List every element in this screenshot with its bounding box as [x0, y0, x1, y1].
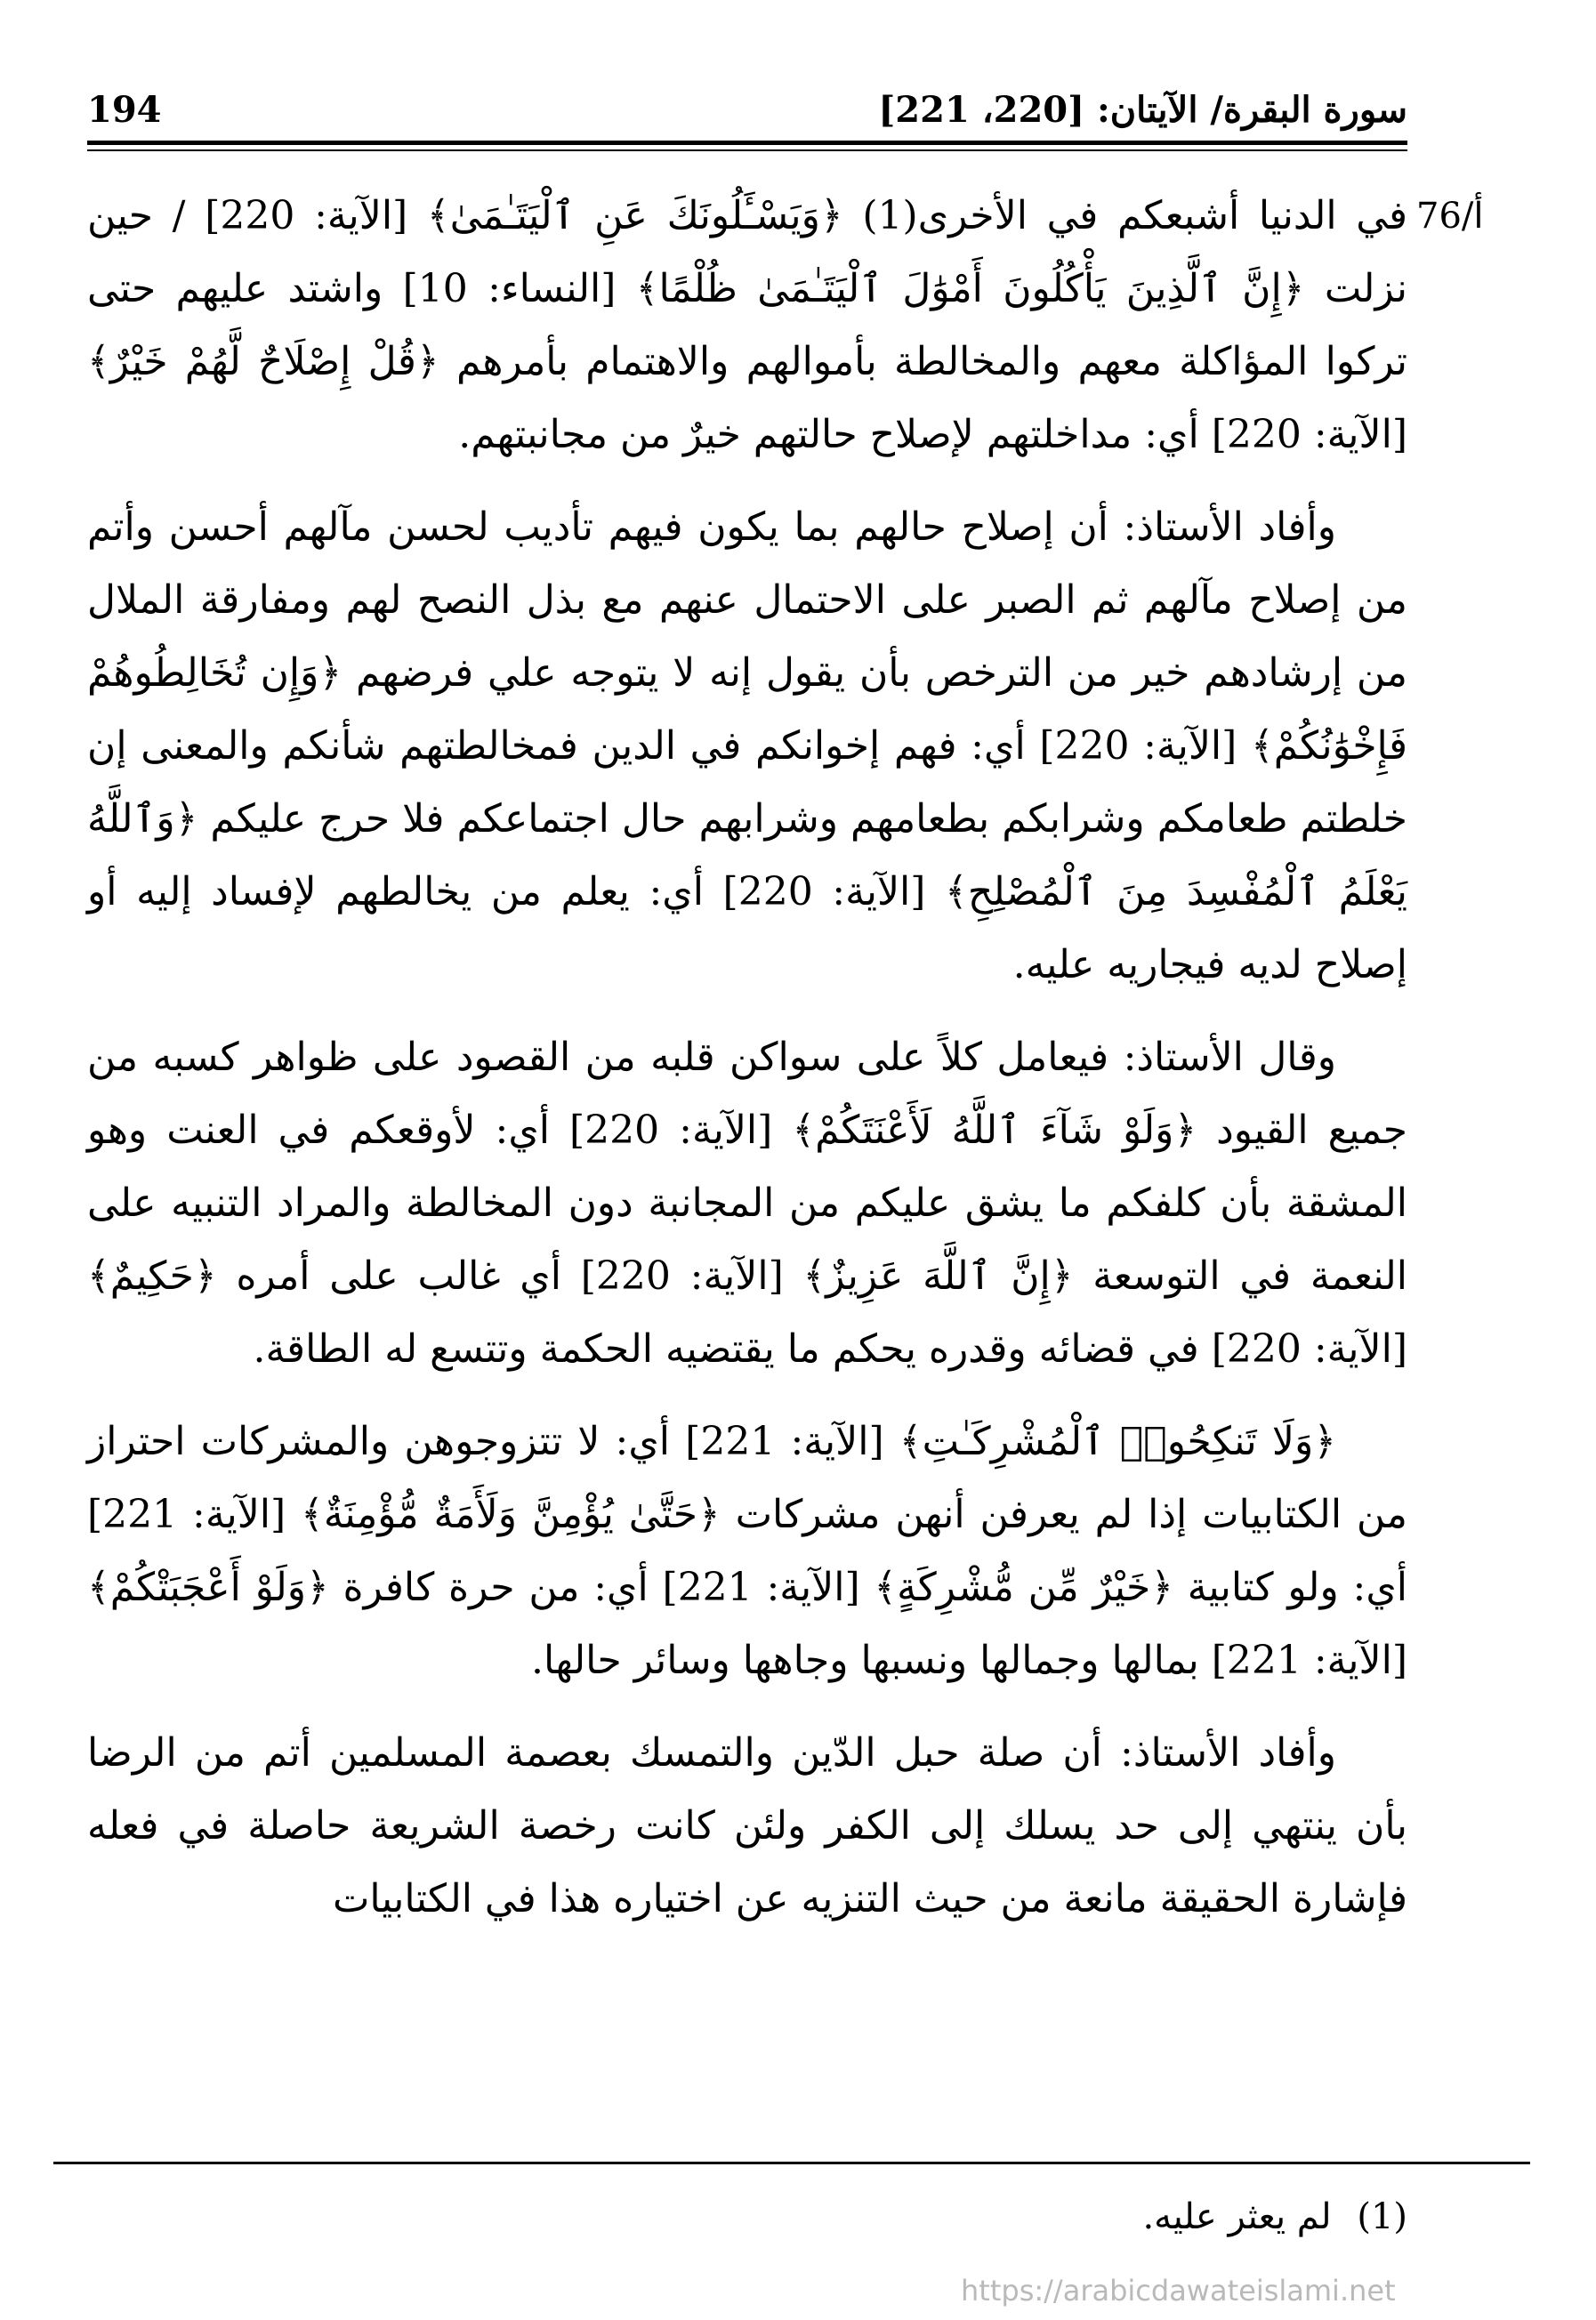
- manuscript-folio-note: 76/أ: [1416, 196, 1484, 237]
- footnote-text: لم يعثر عليه.: [1142, 2196, 1332, 2237]
- page-title: سورة البقرة/ الآيتان: [220، 221]: [878, 88, 1407, 131]
- paragraph-1: في الدنيا أشبعكم في الأخرى(1) ﴿وَيَسْـَٔلُونَكَ عَنِ ٱلْيَتَـٰمَىٰ﴾ [الآية: 220] / حين نزلت ﴿إِنَّ ٱلَّذِينَ يَأْكُلُونَ أَمْوَٰلَ ٱلْيَتَـٰمَىٰ ظُلْمًا﴾ [النساء: 10] واشتد عليهم حتى تركوا المؤاكلة معهم والمخالطة بأموالهم والاهتمام بأمرهم ﴿قُلْ إِصْلَاحٌ لَّهُمْ خَيْرٌ﴾ [الآية: 220] أي: مداخلتهم لإصلاح حالتهم خيرٌ من مجانبتهم.: [87, 193, 1408, 457]
- paragraph-2: وأفاد الأستاذ: أن إصلاح حالهم بما يكون فيهم تأديب لحسن مآلهم أحسن وأتم من إصلاح مآلهم ثم الصبر على الاحتمال عنهم مع بذل النصح لهم ومفارقة الملال من إرشادهم خير من الترخص بأن يقول إنه لا يتوجه علي فرضهم ﴿وَإِن تُخَالِطُوهُمْ فَإِخْوَٰنُكُمْ﴾ [الآية: 220] أي: فهم إخوانكم في الدين فمخالطتهم شأنكم والمعنى إن خلطتم طعامكم وشرابكم بطعامهم وشرابهم حال اجتماعكم فلا حرج عليكم ﴿وَٱللَّهُ يَعْلَمُ ٱلْمُفْسِدَ مِنَ ٱلْمُصْلِحِ﴾ [الآية: 220] أي: يعلم من يخالطهم لإفساد إليه أو إصلاح لديه فيجاريه عليه.: [87, 504, 1407, 987]
- footnote: [87, 2190, 1407, 2243]
- running-header: [87, 82, 1407, 137]
- footnote-separator: [53, 2162, 1530, 2164]
- header-rule-thick: [87, 141, 1407, 145]
- paragraph-5: وأفاد الأستاذ: أن صلة حبل الدّين والتمسك بعصمة المسلمين أتم من الرضا بأن ينتهي إلى حد يسلك إلى الكفر ولئن كانت رخصة الشريعة حاصلة في فعله فإشارة الحقيقة مانعة من حيث التنزيه عن اختياره هذا في الكتابيات: [87, 1730, 1407, 1921]
- paragraph-3: وقال الأستاذ: فيعامل كلاً على سواكن قلبه من القصود على ظواهر كسبه من جميع القيود ﴿وَلَوْ شَآءَ ٱللَّهُ لَأَعْنَتَكُمْ﴾ [الآية: 220] أي: لأوقعكم في العنت وهو المشقة بأن كلفكم ما يشق عليكم من المجانبة دون المخالطة والمراد التنبيه على النعمة في التوسعة ﴿إِنَّ ٱللَّهَ عَزِيزٌ﴾ [الآية: 220] أي غالب على أمره ﴿حَكِيمٌ﴾ [الآية: 220] في قضائه وقدره يحكم ما يقتضيه الحكمة وتتسع له الطاقة.: [87, 1035, 1408, 1372]
- paragraph-4: ﴿وَلَا تَنكِحُوا۟ ٱلْمُشْرِكَـٰتِ﴾ [الآية: 221] أي: لا تتزوجوهن والمشركات احتراز من الكتابيات إذا لم يعرفن أنهن مشركات ﴿حَتَّىٰ يُؤْمِنَّ وَلَأَمَةٌ مُّؤْمِنَةٌ﴾ [الآية: 221] أي: ولو كتابية ﴿خَيْرٌ مِّن مُّشْرِكَةٍ﴾ [الآية: 221] أي: من حرة كافرة ﴿وَلَوْ أَعْجَبَتْكُمْ﴾ [الآية: 221] بمالها وجمالها ونسبها وجاهها وسائر حالها.: [87, 1419, 1407, 1683]
- page-number: 194: [87, 88, 162, 131]
- watermark-url: https://arabicdawateislami.net: [961, 2274, 1396, 2308]
- footnote-number: (1): [1357, 2196, 1407, 2237]
- header-rule-thin: [87, 149, 1407, 151]
- main-text: [87, 180, 1407, 1955]
